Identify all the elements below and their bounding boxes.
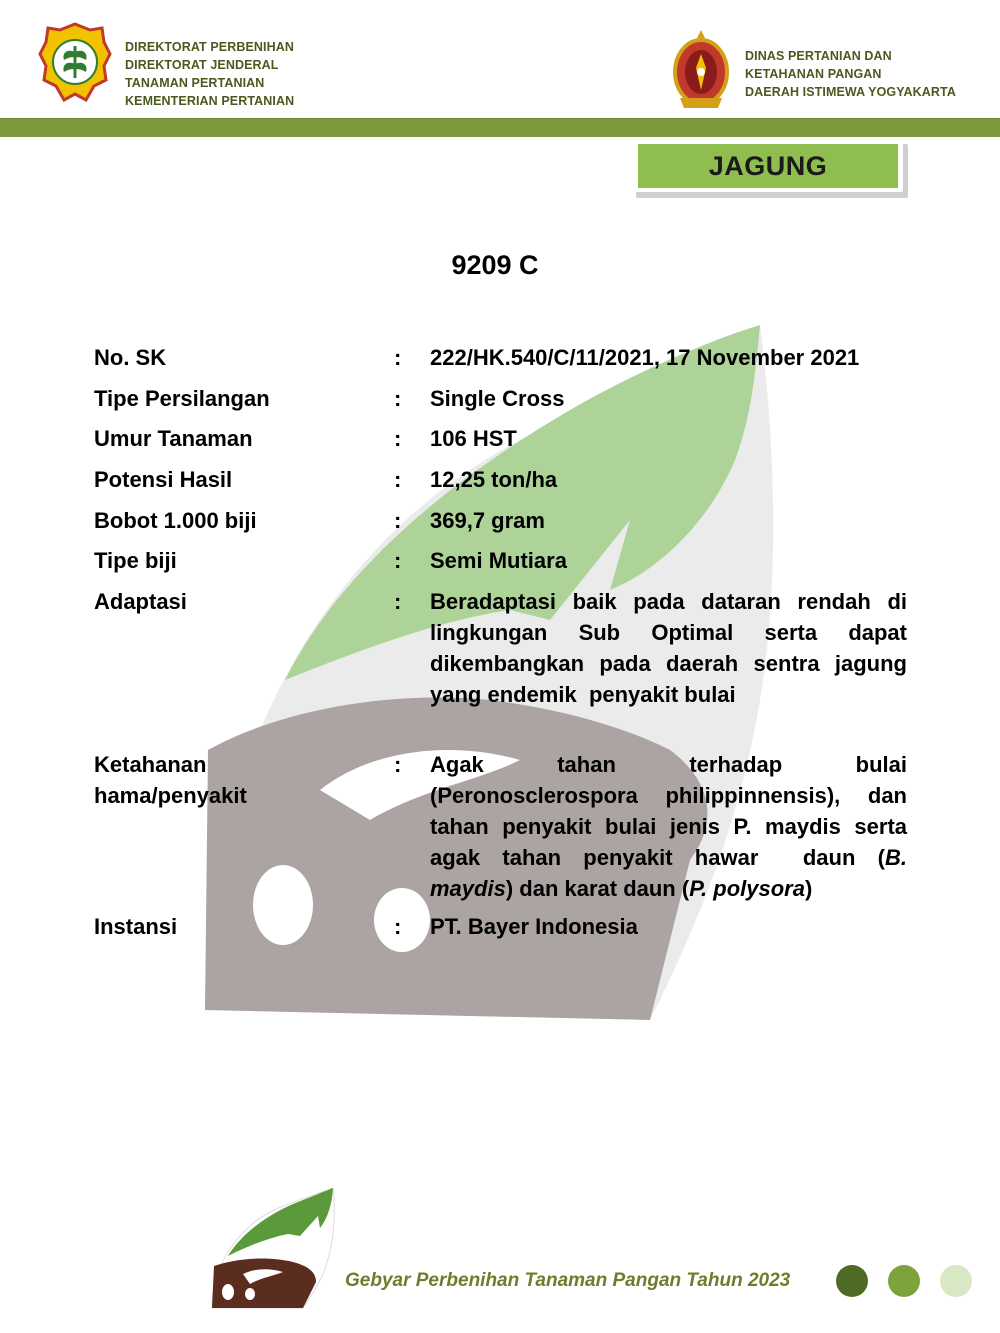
value-text: agak tahan penyakit hawar daun ( xyxy=(430,845,885,870)
value-line: lingkungan Sub Optimal serta dapat xyxy=(430,620,907,645)
row-colon: : xyxy=(394,589,402,614)
header-left-line: KEMENTERIAN PERTANIAN xyxy=(125,94,295,108)
row-value: Single Cross xyxy=(430,386,565,411)
row-value: 369,7 gram xyxy=(430,508,545,533)
commodity-badge xyxy=(633,140,903,192)
value-line: Agak tahan terhadap bulai xyxy=(430,752,907,777)
row-label: Adaptasi xyxy=(94,589,187,614)
header-left-line: TANAMAN PERTANIAN xyxy=(125,76,265,90)
header-left-line: DIREKTORAT JENDERAL xyxy=(125,58,279,72)
header-right-line: DINAS PERTANIAN DAN xyxy=(745,49,892,63)
row-label xyxy=(94,749,354,811)
value-line: dikembangkan pada daerah sentra jagung xyxy=(430,651,907,676)
footer-dot-mid xyxy=(888,1265,920,1297)
row-label: Umur Tanaman xyxy=(94,426,253,451)
value-line: yang endemik penyakit bulai xyxy=(430,682,736,707)
row-label: Tipe Persilangan xyxy=(94,386,270,411)
value-line: Beradaptasi baik pada dataran rendah di xyxy=(430,589,907,614)
row-colon: : xyxy=(394,548,402,573)
header-right-text xyxy=(745,47,956,101)
value-italic: B. xyxy=(885,845,907,870)
label-line: Ketahanan xyxy=(94,752,207,777)
footer-dot-dark xyxy=(836,1265,868,1297)
header-left-line: DIREKTORAT PERBENIHAN xyxy=(125,40,295,54)
row-colon: : xyxy=(394,508,402,533)
header-left-text xyxy=(125,38,294,110)
header-right-line: DAERAH ISTIMEWA YOGYAKARTA xyxy=(745,85,956,99)
row-value xyxy=(430,586,907,710)
row-label: No. SK xyxy=(94,345,167,370)
footer-dot-light xyxy=(940,1265,972,1297)
value-text: ) xyxy=(804,876,813,901)
commodity-label: JAGUNG xyxy=(638,144,898,188)
row-value xyxy=(430,749,907,904)
value-italic: maydis xyxy=(430,876,506,901)
value-line: tahan penyakit bulai jenis P. maydis serta xyxy=(430,814,907,839)
row-value: 222/HK.540/C/11/2021, 17 November 2021 xyxy=(430,345,860,370)
row-colon: : xyxy=(394,467,402,492)
row-colon: : xyxy=(394,752,402,777)
value-line xyxy=(430,842,907,873)
row-value: PT. Bayer Indonesia xyxy=(430,914,638,939)
header-right-line: KETAHANAN PANGAN xyxy=(745,67,882,81)
diy-emblem-logo xyxy=(670,28,732,117)
row-value: 106 HST xyxy=(430,426,517,451)
header-divider-bar xyxy=(0,118,1000,137)
row-label: Potensi Hasil xyxy=(94,467,233,492)
value-text: ) dan karat daun ( xyxy=(505,876,690,901)
row-colon: : xyxy=(394,345,402,370)
row-label: Bobot 1.000 biji xyxy=(94,508,257,533)
label-line: hama/penyakit xyxy=(94,783,247,808)
value-line: (Peronosclerospora philippinnensis), dan xyxy=(430,783,907,808)
row-value: Semi Mutiara xyxy=(430,548,567,573)
value-italic: P. polysora xyxy=(689,876,805,901)
footer-leaf-logo xyxy=(208,1186,338,1316)
value-line xyxy=(430,873,907,904)
footer-event-text: Gebyar Perbenihan Tanaman Pangan Tahun 2023 xyxy=(345,1270,791,1291)
kementan-logo xyxy=(38,22,112,113)
row-label: Tipe biji xyxy=(94,548,177,573)
variety-title: 9209 C xyxy=(451,250,539,280)
row-colon: : xyxy=(394,386,402,411)
row-label: Instansi xyxy=(94,914,178,939)
row-colon: : xyxy=(394,426,402,451)
row-value: 12,25 ton/ha xyxy=(430,467,558,492)
row-colon: : xyxy=(394,914,402,939)
